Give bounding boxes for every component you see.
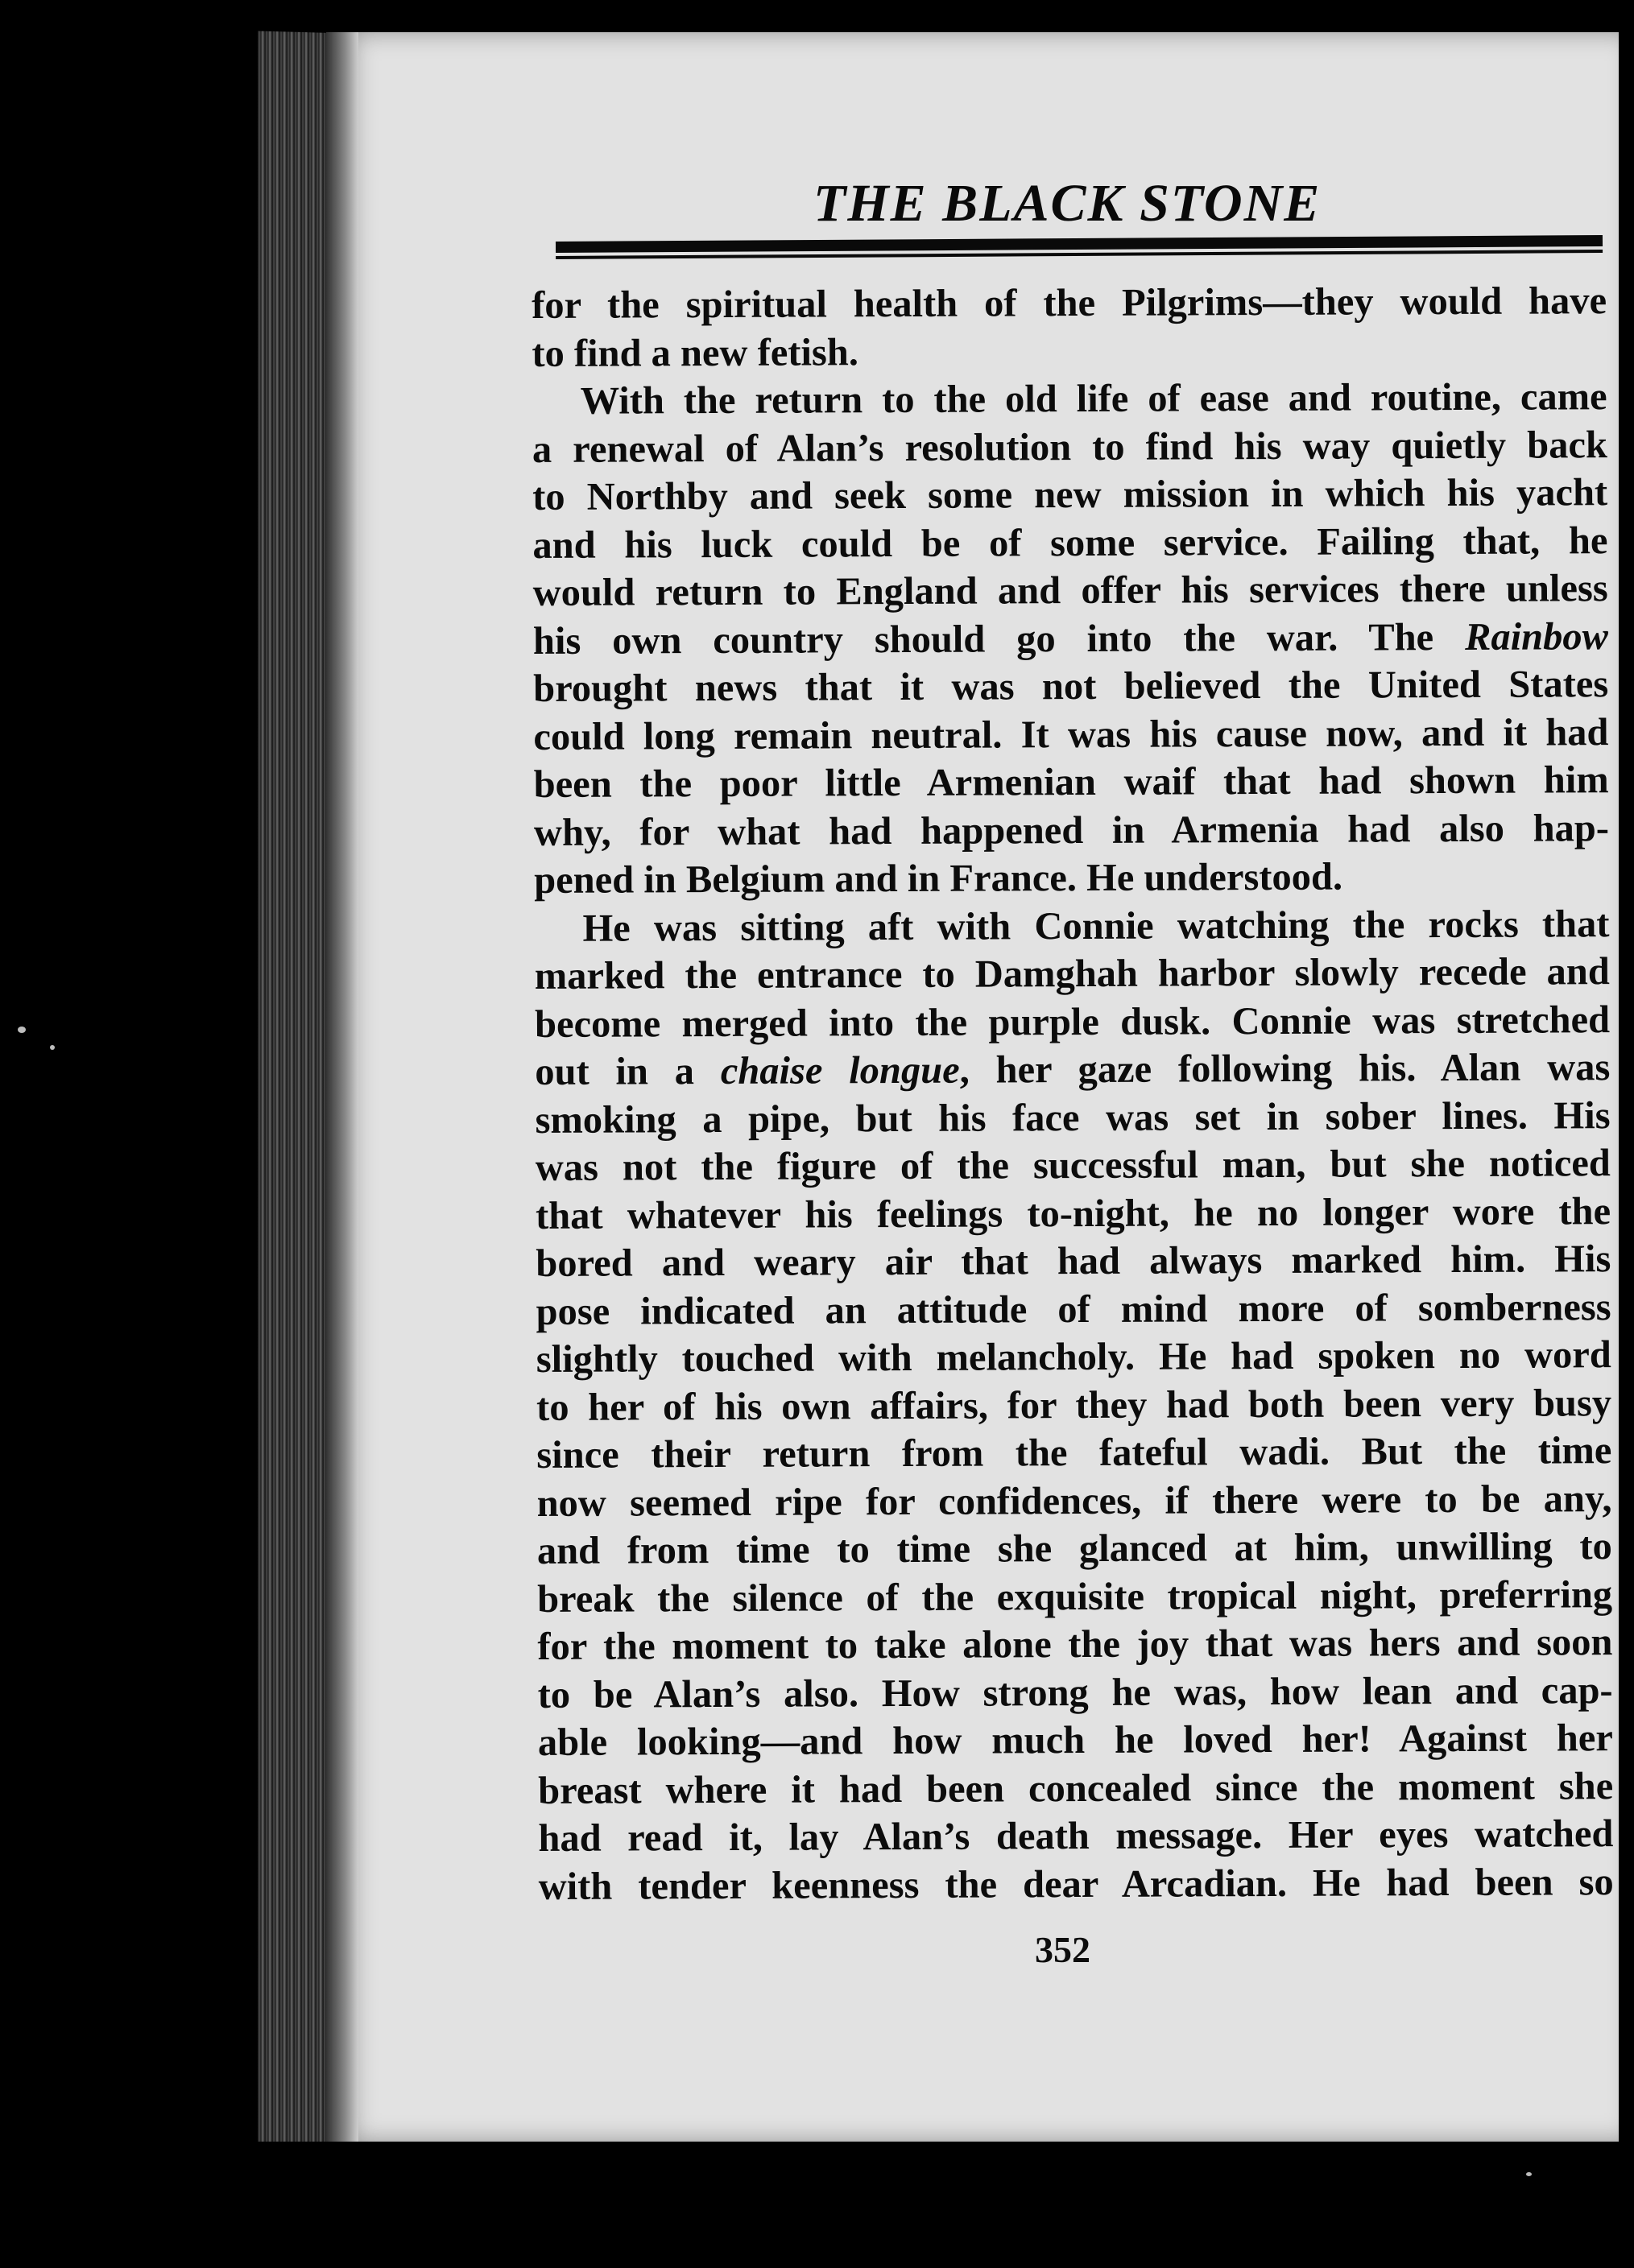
body-text bbox=[532, 277, 1614, 1911]
text-line: to Northby and seek some new mission in which his yacht bbox=[532, 471, 1608, 518]
text-line: With the return to the old life of ease and routine, came bbox=[580, 375, 1607, 423]
text-line: smoking a pipe, but his face was set in sober lines. His bbox=[535, 1093, 1611, 1142]
page-number: 352 bbox=[1035, 1929, 1090, 1970]
text-line: slightly touched with melancholy. He had spoken no word bbox=[536, 1333, 1611, 1381]
text-line: had read it, lay Alan’s death message. Her eyes watched bbox=[538, 1812, 1614, 1860]
text-line: his own country should go into the war. The Rainbow bbox=[532, 614, 1609, 663]
text-line: and from time to time she glanced at him, unwilling to bbox=[536, 1525, 1612, 1572]
text-line: been the poor little Armenian waif that had shown him bbox=[533, 758, 1609, 806]
text-line: break the silence of the exquisite tropical night, preferring bbox=[537, 1572, 1613, 1621]
text-line: pened in Belgium and in France. He understood. bbox=[534, 855, 1343, 902]
text-line: out in a chaise longue, her gaze following his. Alan was bbox=[535, 1046, 1611, 1093]
text-line: was not the figure of the successful man, but she noticed bbox=[535, 1142, 1611, 1189]
text-line: and his luck could be of some service. Failing that, he bbox=[532, 518, 1608, 567]
text-line: bored and weary air that had always marked him. His bbox=[536, 1237, 1611, 1285]
text-line: to be Alan’s also. How strong he was, how lean and cap- bbox=[537, 1668, 1613, 1716]
text-line: why, for what had happened in Armenia had also hap- bbox=[533, 806, 1610, 854]
dust-speck bbox=[50, 1045, 55, 1050]
text-line: breast where it had been concealed since the moment she bbox=[538, 1764, 1614, 1812]
text-line: now seemed ripe for confidences, if there were to be any, bbox=[536, 1477, 1612, 1525]
text-line: brought news that it was not believed the United States bbox=[533, 663, 1609, 710]
running-head-title: THE BLACK STONE bbox=[813, 174, 1322, 233]
text-line: that whatever his feelings to-night, he no longer wore the bbox=[535, 1189, 1611, 1237]
text-line: would return to England and offer his services there unless bbox=[532, 567, 1608, 614]
text-line: for the moment to take alone the joy that was hers and soon bbox=[537, 1621, 1613, 1668]
text-line: able looking—and how much he loved her! Against her bbox=[537, 1716, 1614, 1764]
text-line: marked the entrance to Damghah harbor slowly recede and bbox=[534, 950, 1610, 998]
page-gutter bbox=[326, 32, 358, 2142]
text-line: pose indicated an attitude of mind more of somberness bbox=[536, 1285, 1611, 1333]
text-line: a renewal of Alan’s resolution to find his way quietly back bbox=[532, 423, 1608, 471]
text-line: to her of his own affairs, for they had both been very busy bbox=[536, 1381, 1612, 1429]
text-line: could long remain neutral. It was his cause now, and it had bbox=[533, 710, 1609, 758]
text-line: He was sitting aft with Connie watching the rocks that bbox=[582, 902, 1610, 950]
text-line: become merged into the purple dusk. Connie was stretched bbox=[534, 998, 1611, 1046]
scan-bottom-margin bbox=[0, 2142, 1634, 2268]
dust-speck bbox=[18, 1027, 26, 1033]
text-line: to find a new fetish. bbox=[532, 330, 859, 375]
text-line: with tender keenness the dear Arcadian. He had been so bbox=[538, 1860, 1614, 1908]
dust-speck bbox=[1526, 2172, 1532, 2176]
text-line: since their return from the fateful wadi. But the time bbox=[536, 1429, 1612, 1477]
text-line: for the spiritual health of the Pilgrims—they would have bbox=[532, 279, 1607, 327]
